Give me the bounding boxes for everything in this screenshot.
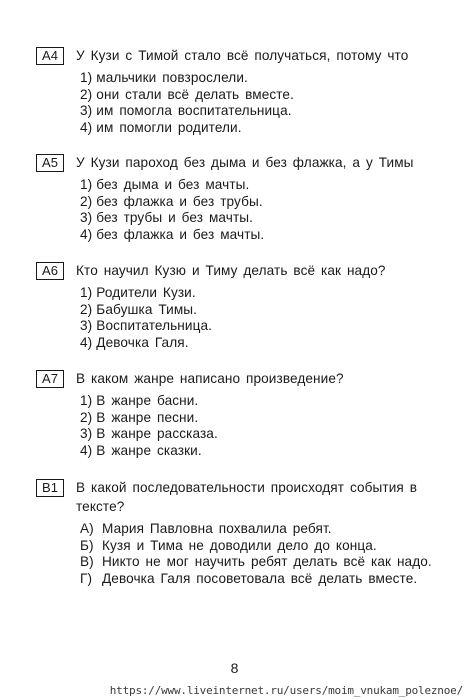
- question-text: У Кузи пароход без дыма и без флажка, а у Тимы: [76, 155, 414, 170]
- answer-option[interactable]: [80, 410, 456, 427]
- option-label: 3): [80, 426, 93, 442]
- option-text: мальчики повзрослели.: [96, 70, 248, 85]
- answer-option[interactable]: [80, 426, 456, 443]
- option-text: им помогли родители.: [96, 120, 242, 136]
- answer-options: [80, 521, 445, 587]
- answer-option[interactable]: [80, 87, 456, 104]
- option-text: без трубы и без мачты.: [96, 210, 254, 226]
- option-label: 1): [80, 177, 93, 192]
- answer-option[interactable]: [80, 393, 456, 410]
- option-label: 3): [80, 210, 93, 226]
- option-text: Девочка Галя посоветовала всё делать вместе.: [102, 570, 418, 586]
- option-text: без флажка и без трубы.: [96, 193, 263, 209]
- option-label: В): [80, 554, 94, 569]
- option-label: Б): [80, 537, 94, 553]
- option-label: 2): [80, 193, 93, 209]
- option-text: без флажка и без мачты.: [96, 227, 265, 243]
- option-text: Родители Кузи.: [96, 285, 196, 300]
- option-text: Бабушка Тимы.: [96, 301, 198, 317]
- answer-options: [80, 177, 456, 244]
- question-number-box: A5: [36, 154, 64, 172]
- option-label: 1): [80, 285, 93, 300]
- option-text: В жанре басни.: [96, 393, 199, 408]
- option-label: 1): [80, 70, 93, 85]
- answer-option[interactable]: [80, 194, 456, 211]
- option-label: 2): [80, 409, 93, 425]
- answer-option[interactable]: [80, 554, 445, 571]
- question-text: В каком жанре написано произведение?: [76, 371, 344, 386]
- question-text: В какой последовательности происходят события в тексте?: [76, 480, 418, 514]
- answer-option[interactable]: [80, 571, 445, 588]
- answer-option[interactable]: [80, 227, 456, 244]
- question-a7: [36, 369, 456, 460]
- option-text: В жанре песни.: [96, 409, 199, 425]
- option-label: Г): [80, 570, 93, 586]
- question-a4: [36, 46, 456, 137]
- question-number-box: A4: [36, 47, 64, 65]
- option-text: Девочка Галя.: [96, 335, 189, 351]
- option-label: 2): [80, 86, 93, 102]
- option-text: В жанре сказки.: [96, 443, 202, 459]
- question-text: У Кузи с Тимой стало всё получаться, потому что: [76, 48, 409, 63]
- option-label: 1): [80, 393, 93, 408]
- page-number: 8: [230, 660, 239, 676]
- answer-options: [80, 393, 456, 460]
- answer-options: [80, 285, 456, 352]
- option-label: 4): [80, 443, 93, 459]
- answer-options: [80, 70, 456, 137]
- option-label: 2): [80, 301, 93, 317]
- answer-option[interactable]: [80, 120, 456, 137]
- question-number-box: A7: [36, 370, 64, 388]
- option-text: им помогла воспитательница.: [96, 103, 292, 119]
- question-a6: [36, 261, 456, 352]
- option-label: 4): [80, 335, 93, 351]
- answer-option[interactable]: [80, 177, 456, 194]
- answer-option[interactable]: [80, 521, 445, 538]
- option-label: 3): [80, 103, 93, 119]
- answer-option[interactable]: [80, 538, 445, 555]
- question-a5: [36, 153, 456, 244]
- answer-option[interactable]: [80, 103, 456, 120]
- answer-option[interactable]: [80, 285, 456, 302]
- answer-option[interactable]: [80, 210, 456, 227]
- question-number-box: A6: [36, 262, 64, 280]
- option-text: В жанре рассказа.: [96, 426, 218, 442]
- option-label: А): [80, 521, 94, 536]
- source-url[interactable]: https://www.liveinternet.ru/users/moim_vnukam_poleznoe/: [109, 684, 463, 697]
- option-label: 3): [80, 318, 93, 334]
- option-text: Воспитательница.: [96, 318, 213, 334]
- option-text: они стали всё делать вместе.: [96, 86, 294, 102]
- answer-option[interactable]: [80, 335, 456, 352]
- answer-option[interactable]: [80, 302, 456, 319]
- answer-option[interactable]: [80, 70, 456, 87]
- option-text: Никто не мог научить ребят делать всё как надо.: [102, 554, 432, 569]
- option-text: Кузя и Тима не доводили дело до конца.: [102, 537, 377, 553]
- question-number-box: B1: [36, 479, 64, 497]
- answer-option[interactable]: [80, 443, 456, 460]
- option-label: 4): [80, 227, 93, 243]
- option-text: Мария Павловна похвалила ребят.: [102, 521, 332, 536]
- question-b1: [36, 478, 456, 587]
- question-text: Кто научил Кузю и Тиму делать всё как надо?: [76, 263, 386, 278]
- option-text: без дыма и без мачты.: [96, 177, 250, 192]
- answer-option[interactable]: [80, 318, 456, 335]
- option-label: 4): [80, 120, 93, 136]
